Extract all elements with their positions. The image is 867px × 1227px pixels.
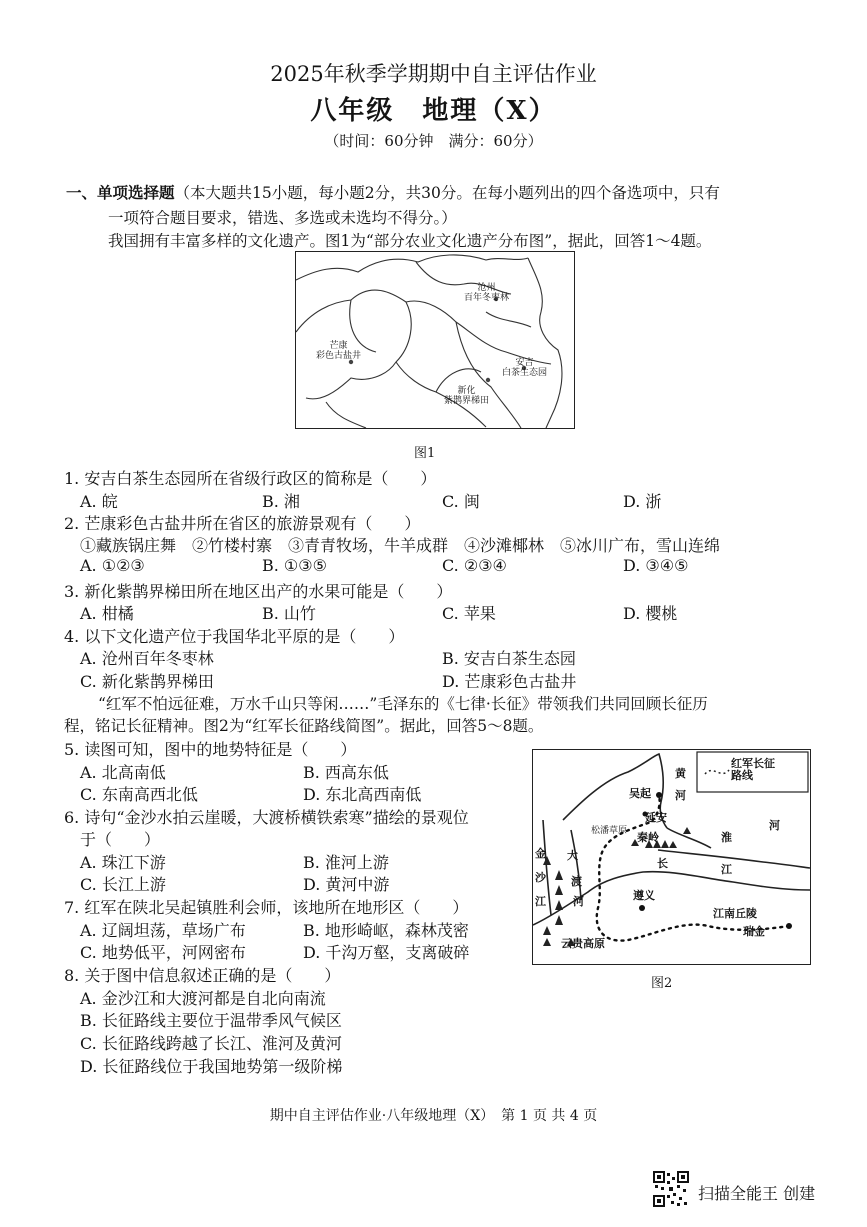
label-he: 河 bbox=[675, 789, 686, 802]
q5-option-b[interactable]: B. 西高东低 bbox=[303, 763, 389, 782]
label-he-dadu: 河 bbox=[573, 895, 584, 908]
question-3-stem: 3. 新化紫鹊界梯田所在地区出产的水果可能是（ ） bbox=[64, 582, 453, 601]
page-footer: 期中自主评估作业·八年级地理（X） 第 1 页 共 4 页 bbox=[269, 1108, 598, 1124]
q4-option-b[interactable]: B. 安吉白茶生态园 bbox=[442, 649, 576, 668]
label-anji: 安吉 白茶生态园 bbox=[502, 358, 548, 378]
label-huai: 淮 bbox=[721, 831, 732, 844]
exam-meta: （时间：60分钟 满分：60分） bbox=[324, 132, 543, 150]
question-4-stem: 4. 以下文化遗产位于我国华北平原的是（ ） bbox=[64, 627, 405, 646]
label-du: 渡 bbox=[571, 875, 582, 888]
label-yungui: 云贵高原 bbox=[561, 937, 605, 950]
label-jin: 金 bbox=[535, 847, 546, 860]
label-ruijin: 瑞金 bbox=[743, 925, 765, 938]
question-8-stem: 8. 关于图中信息叙述正确的是（ ） bbox=[64, 966, 341, 985]
question-6-stem: 6. 诗句“金沙水拍云崖暖，大渡桥横铁索寒”描绘的景观位 bbox=[64, 808, 469, 827]
question-1-stem: 1. 安吉白茶生态园所在省级行政区的简称是（ ） bbox=[64, 469, 437, 488]
label-mangkang: 芒康 彩色古盐井 bbox=[316, 341, 362, 361]
q3-option-a[interactable]: A. 柑橘 bbox=[80, 604, 134, 623]
q4-option-d[interactable]: D. 芒康彩色古盐井 bbox=[442, 672, 577, 691]
q7-option-a[interactable]: A. 辽阔坦荡，草场广布 bbox=[80, 921, 246, 940]
section-instruction-2: 一项符合题目要求，错选、多选或未选均不得分。） bbox=[108, 209, 457, 227]
label-he-huai: 河 bbox=[769, 819, 780, 832]
q6-option-c[interactable]: C. 长江上游 bbox=[80, 875, 166, 894]
figure-2-caption: 图2 bbox=[651, 976, 673, 991]
label-chang: 长 bbox=[657, 857, 668, 870]
passage-2-line-2: 程，铭记长征精神。图2为“红军长征路线简图”。据此，回答5～8题。 bbox=[64, 717, 544, 735]
section-intro bbox=[66, 181, 720, 203]
q7-option-b[interactable]: B. 地形崎岖，森林茂密 bbox=[303, 921, 469, 940]
q5-option-a[interactable]: A. 北高南低 bbox=[80, 763, 166, 782]
exam-title: 2025年秋季学期期中自主评估作业 bbox=[270, 62, 597, 86]
china-map-outline bbox=[296, 252, 574, 428]
q8-option-b[interactable]: B. 长征路线主要位于温带季风气候区 bbox=[80, 1011, 342, 1030]
label-da: 大 bbox=[567, 849, 578, 862]
q2-option-d[interactable]: D. ③④⑤ bbox=[623, 556, 689, 575]
q1-option-d[interactable]: D. 浙 bbox=[623, 492, 662, 511]
label-qinling: 秦岭 bbox=[637, 831, 659, 844]
q4-option-a[interactable]: A. 沧州百年冬枣林 bbox=[80, 649, 214, 668]
figure-2-map bbox=[532, 749, 811, 965]
q2-option-c[interactable]: C. ②③④ bbox=[442, 556, 507, 575]
q2-option-a[interactable]: A. ①②③ bbox=[80, 556, 145, 575]
q3-option-c[interactable]: C. 苹果 bbox=[442, 604, 496, 623]
scanner-watermark: 扫描全能王 创建 bbox=[698, 1184, 816, 1203]
figure-1-caption: 图1 bbox=[414, 446, 436, 461]
label-jiangnan: 江南丘陵 bbox=[713, 907, 757, 920]
label-sha: 沙 bbox=[535, 871, 546, 884]
section-instruction-1: （本大题共15小题，每小题2分，共30分。在每小题列出的四个备选项中，只有 bbox=[174, 184, 720, 202]
label-yanan: 延安 bbox=[645, 811, 667, 824]
figure-1-map bbox=[295, 251, 575, 429]
label-xinhua: 新化 紫鹊界梯田 bbox=[444, 386, 490, 406]
section-heading: 一、单项选择题 bbox=[66, 183, 175, 202]
q6-option-d[interactable]: D. 黄河中游 bbox=[303, 875, 390, 894]
q8-option-d[interactable]: D. 长征路线位于我国地势第一级阶梯 bbox=[80, 1057, 343, 1076]
question-2-stem: 2. 芒康彩色古盐井所在省区的旅游景观有（ ） bbox=[64, 514, 421, 533]
label-jiang: 江 bbox=[535, 895, 546, 908]
label-songpan: 松潘草原 bbox=[591, 826, 628, 836]
q7-option-d[interactable]: D. 千沟万壑，支离破碎 bbox=[303, 943, 470, 962]
legend-label: 红军长征 路线 bbox=[731, 757, 775, 782]
q1-option-a[interactable]: A. 皖 bbox=[80, 492, 118, 511]
label-zunyi: 遵义 bbox=[633, 889, 655, 902]
q7-option-c[interactable]: C. 地势低平，河网密布 bbox=[80, 943, 246, 962]
question-6-stem-cont: 于（ ） bbox=[80, 830, 161, 849]
question-5-stem: 5. 读图可知，图中的地势特征是（ ） bbox=[64, 740, 357, 759]
q3-option-b[interactable]: B. 山竹 bbox=[262, 604, 316, 623]
q5-option-c[interactable]: C. 东南高西北低 bbox=[80, 785, 198, 804]
label-cangzhou: 沧州 百年冬枣林 bbox=[464, 283, 510, 303]
q8-option-c[interactable]: C. 长征路线跨越了长江、淮河及黄河 bbox=[80, 1034, 342, 1053]
label-huang: 黄 bbox=[675, 767, 686, 780]
label-wuqi: 吴起 bbox=[629, 787, 651, 800]
label-jiang-yangtze: 江 bbox=[721, 863, 732, 876]
q3-option-d[interactable]: D. 樱桃 bbox=[623, 604, 678, 623]
question-7-stem: 7. 红军在陕北吴起镇胜利会师，该地所在地形区（ ） bbox=[64, 898, 469, 917]
q2-option-b[interactable]: B. ①③⑤ bbox=[262, 556, 327, 575]
q8-option-a[interactable]: A. 金沙江和大渡河都是自北向南流 bbox=[80, 989, 326, 1008]
passage-2-line-1: “红军不怕远征难，万水千山只等闲……”毛泽东的《七律·长征》带领我们共同回顾长征历 bbox=[98, 695, 708, 713]
subject-title: 八年级 地理（X） bbox=[310, 96, 557, 126]
q4-option-c[interactable]: C. 新化紫鹊界梯田 bbox=[80, 672, 214, 691]
q5-option-d[interactable]: D. 东北高西南低 bbox=[303, 785, 422, 804]
q6-option-b[interactable]: B. 淮河上游 bbox=[303, 853, 389, 872]
q1-option-c[interactable]: C. 闽 bbox=[442, 492, 480, 511]
question-2-detail: ①藏族锅庄舞 ②竹楼村寨 ③青青牧场，牛羊成群 ④沙滩椰林 ⑤冰川广布，雪山连绵 bbox=[80, 536, 721, 555]
q1-option-b[interactable]: B. 湘 bbox=[262, 492, 300, 511]
passage-1: 我国拥有丰富多样的文化遗产。图1为“部分农业文化遗产分布图”，据此，回答1～4题。 bbox=[108, 232, 712, 250]
qr-code-icon bbox=[653, 1171, 689, 1207]
q6-option-a[interactable]: A. 珠江下游 bbox=[80, 853, 166, 872]
